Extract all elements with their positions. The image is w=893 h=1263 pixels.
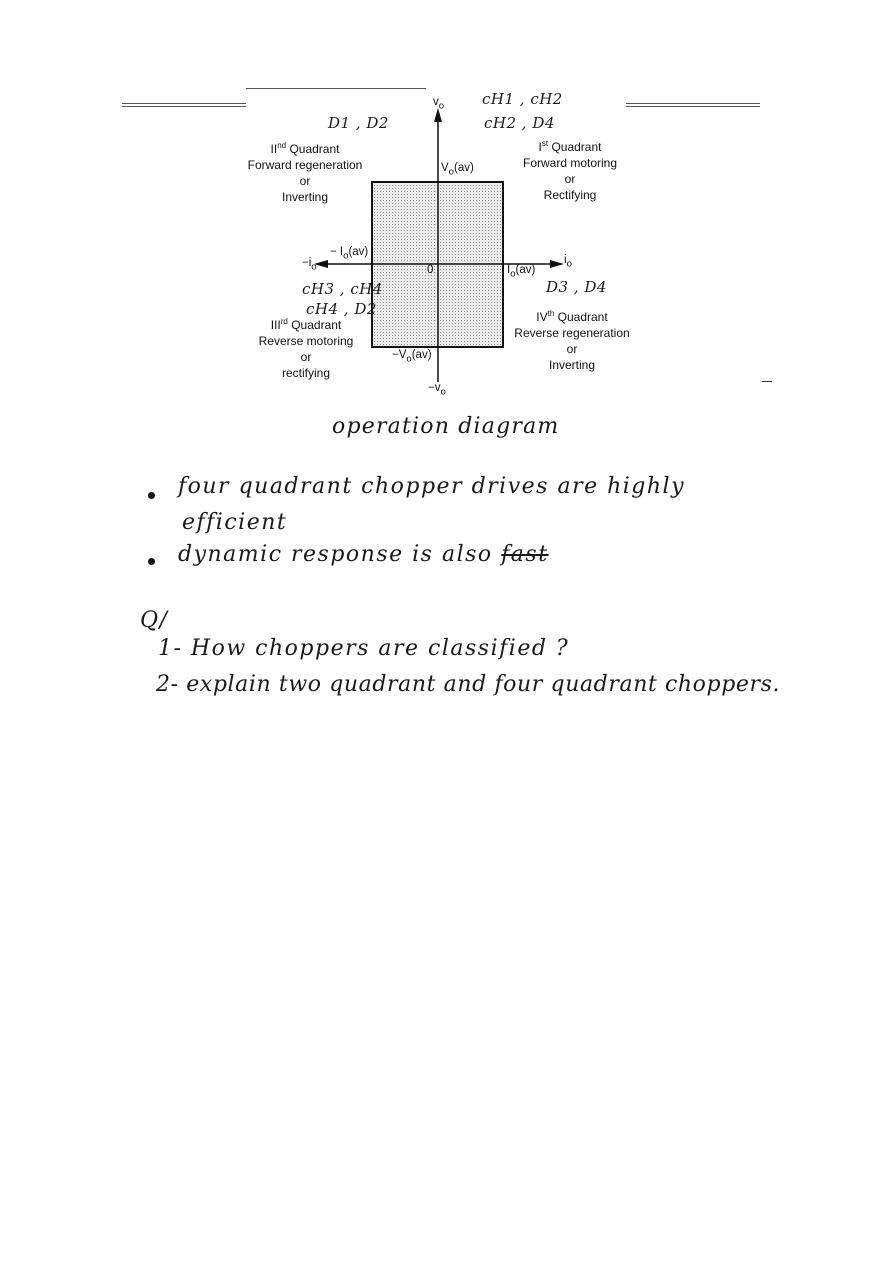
bullet-dot-1: [148, 492, 155, 499]
bullet-2-line: dynamic response is also fast: [178, 542, 549, 567]
horizontal-axis-arrow-right: [550, 260, 564, 268]
q1-handwritten-devices-1: cH1 , cH2: [482, 90, 563, 108]
q3-handwritten-devices-1: cH3 , cH4: [302, 280, 383, 298]
origin-label: 0: [427, 264, 434, 276]
iav-label: $I_o(av)$: [507, 264, 536, 280]
quadrant-3-label: IIIrd Quadrant Reverse motoring or rectifying: [258, 317, 354, 380]
diagram-caption: operation diagram: [332, 414, 560, 439]
question-2: 2- explain two quadrant and four quadrant choppers.: [156, 672, 781, 697]
axis-label-neg-io: $-i_o$: [302, 257, 317, 273]
header-rule-left: [122, 103, 246, 107]
quadrant-diagram: [230, 80, 660, 410]
bullet-1-line-1: four quadrant chopper drives are highly: [178, 474, 686, 499]
question-1: 1- How choppers are classified ?: [158, 636, 570, 661]
quadrant-2-label: IInd Quadrant Forward regeneration or Inverting: [247, 141, 363, 204]
stray-mark: [762, 381, 772, 382]
quadrant-4-label: IVth Quadrant Reverse regeneration or Inverting: [514, 309, 630, 372]
quadrant-1-label: Ist Quadrant Forward motoring or Rectifying: [522, 139, 618, 202]
bullet-1-line-2: efficient: [182, 510, 288, 535]
axis-label-vo: $v_o$: [433, 96, 445, 112]
questions-heading: Q/: [140, 608, 169, 633]
neg-iav-label: − $I_o(av)$: [330, 246, 369, 262]
axis-label-neg-vo: $-v_o$: [428, 382, 446, 398]
axis-label-io: $i_o$: [564, 254, 572, 270]
q2-handwritten-devices: D1 , D2: [328, 114, 389, 132]
q4-handwritten-devices: D3 , D4: [546, 278, 607, 296]
q3-handwritten-devices-2: cH4 , D2: [306, 300, 377, 318]
bullet-dot-2: [148, 558, 155, 565]
vav-label: $V_o(av)$: [441, 162, 474, 178]
q1-handwritten-devices-2: cH2 , D4: [484, 114, 555, 132]
neg-vav-label: $-V_o(av)$: [392, 349, 432, 365]
